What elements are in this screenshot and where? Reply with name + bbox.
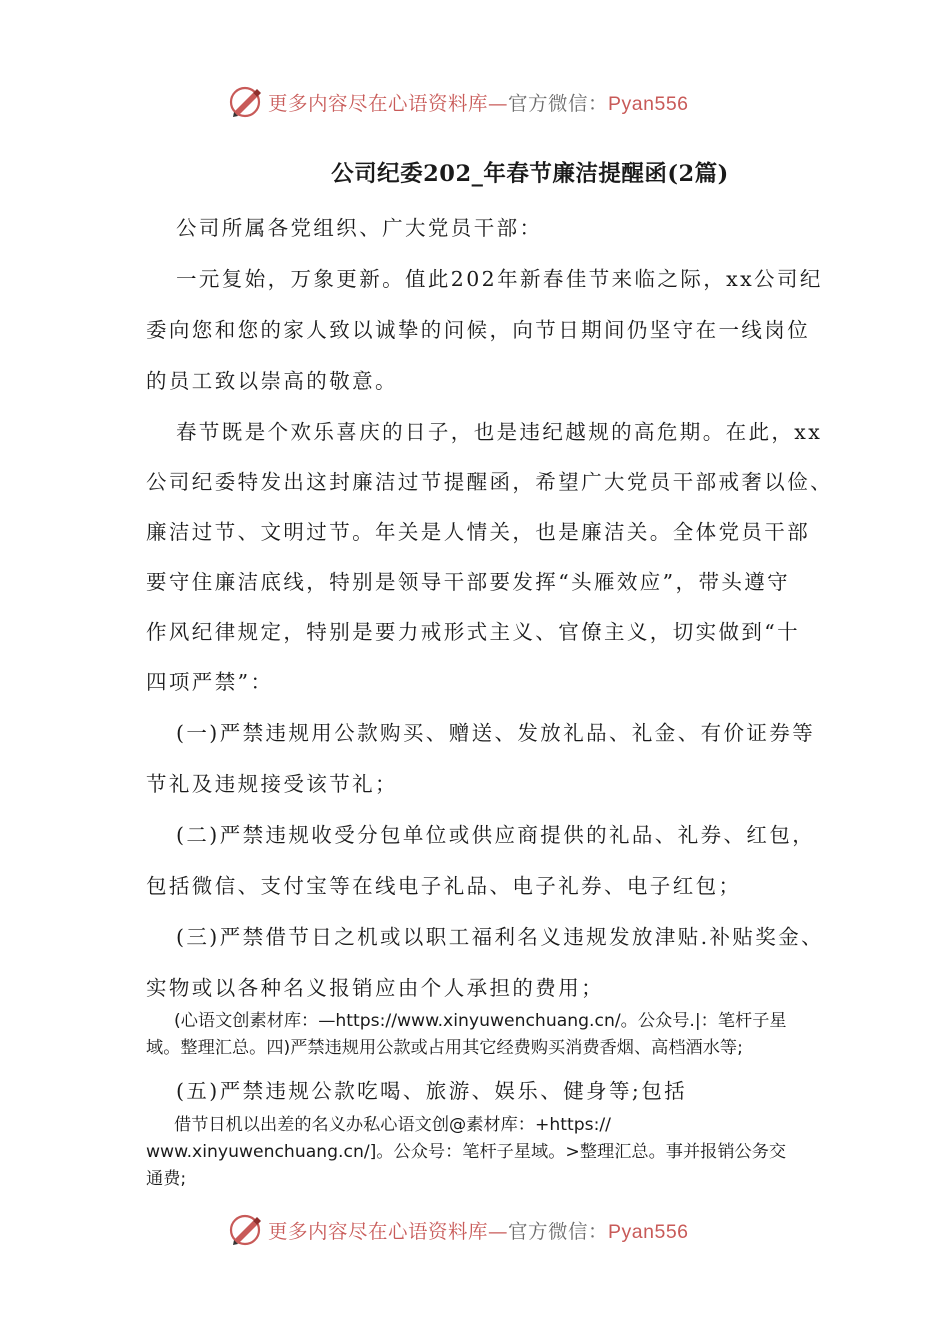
note-2-line: 借节日机以出差的名义办私心语文创@素材库：+https:// [174,1115,611,1135]
item-3-line: 实物或以各种名义报销应由个人承担的费用； [146,976,604,1000]
watermark-banner-top [226,82,689,122]
item-1-line: (一)严禁违规用公款购买、赠送、发放礼品、礼金、有价证券等 [176,721,816,745]
source-note-1 [146,1008,814,1062]
paragraph-2-line: 作风纪律规定，特别是要力戒形式主义、官僚主义，切实做到“十 [146,620,801,644]
paragraph-1-line: 的员工致以崇高的敬意。 [146,369,398,393]
watermark-text: 更多内容尽在心语资料库—官方微信：Pyan556 [268,1220,689,1243]
item-3-line: (三)严禁借节日之机或以职工福利名义违规发放津贴.补贴奖金、 [176,925,825,949]
paragraph-2-line: 四项严禁”： [146,670,274,694]
paragraph-1-line: 委向您和您的家人致以诚挚的问候，向节日期间仍坚守在一线岗位 [146,318,811,342]
pen-logo-icon [226,1210,266,1250]
document-title: 公司纪委202_年春节廉洁提醒函(2篇) [331,161,729,187]
paragraph-2-line: 公司纪委特发出这封廉洁过节提醒函，希望广大党员干部戒奢以俭、 [146,470,833,494]
note-2-line: 通费; [146,1169,187,1189]
item-2-line: 包括微信、支付宝等在线电子礼品、电子礼券、电子红包； [146,874,742,898]
paragraph-2-line: 春节既是个欢乐喜庆的日子，也是违纪越规的高危期。在此，xx [176,420,823,444]
pen-logo-icon [226,82,266,122]
paragraph-1-line: 一元复始，万象更新。值此202年新春佳节来临之际，xx公司纪 [176,267,823,291]
paragraph-2-line: 要守住廉洁底线，特别是领导干部要发挥“头雁效应”，带头遵守 [146,570,791,594]
item-1-line: 节礼及违规接受该节礼； [146,772,398,796]
note-1-line: 域。整理汇总。四)严禁违规用公款或占用其它经费购买消费香烟、高档酒水等; [146,1038,743,1058]
note-1-line: (心语文创素材库：—https://www.xinyuwenchuang.cn/。公众号.|：笔杆子星 [174,1011,787,1031]
item-2-line: (二)严禁违规收受分包单位或供应商提供的礼品、礼券、红包， [176,823,816,847]
watermark-banner-bottom [226,1210,689,1250]
watermark-text: 更多内容尽在心语资料库—官方微信：Pyan556 [268,92,689,115]
paragraph-2-line: 廉洁过节、文明过节。年关是人情关，也是廉洁关。全体党员干部 [146,520,811,544]
source-note-2 [146,1112,814,1193]
item-5-line: (五)严禁违规公款吃喝、旅游、娱乐、健身等;包括 [176,1079,688,1103]
note-2-line: www.xinyuwenchuang.cn/]。公众号：笔杆子星域。>整理汇总。事并报销公务交 [146,1142,787,1162]
salutation: 公司所属各党组织、广大党员干部： [176,216,543,240]
